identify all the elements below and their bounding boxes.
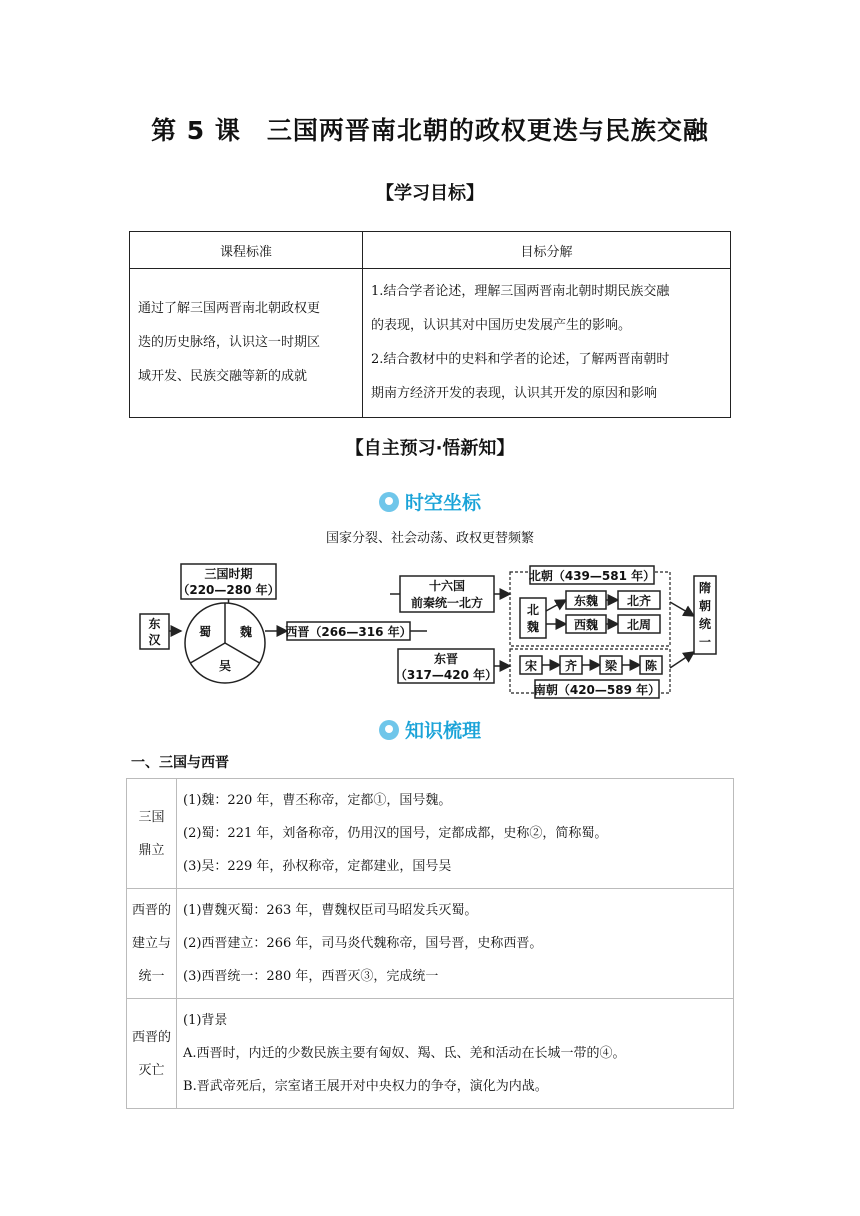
breakdown-line: 2.结合教材中的史料和学者的论述，了解两晋南朝时 [371, 352, 670, 367]
breakdown-line: 1.结合学者论述，理解三国两晋南北朝时期民族交融 [371, 284, 670, 299]
three-kingdoms-title: 三国时期 [204, 567, 253, 581]
content-line: (2)蜀：221 年，刘备称帝，仍用汉的国号，定都成都，史称②，简称蜀。 [183, 826, 608, 841]
knowledge-banner-text: 知识梳理 [404, 720, 481, 742]
table-row [127, 779, 734, 889]
row-label-line: 西晋的 [132, 1029, 172, 1045]
beichao-label: 北朝（439—581 年） [528, 569, 656, 583]
beizhou-label: 北周 [626, 618, 652, 632]
content-line: (2)西晋建立：266 年，司马炎代魏称帝，国号晋，史称西晋。 [183, 936, 543, 951]
lesson-title: 第 5 课 三国两晋南北朝的政权更迭与民族交融 [151, 116, 709, 145]
knowledge-banner [0, 716, 860, 743]
timeline-diagram [0, 556, 860, 706]
xijin-label: 西晋（266—316 年） [285, 625, 412, 639]
breakdown-line: 期南方经济开发的表现，认识其开发的原因和影响 [371, 386, 658, 401]
breakdown-line: 的表现，认识其对中国历史发展产生的影响。 [371, 318, 632, 333]
preview-heading: 【自主预习·悟新知】 [345, 438, 515, 459]
goals-breakdown-cell [363, 269, 731, 418]
row-label-line: 西晋的 [132, 903, 172, 918]
section1-title: 一、三国与西晋 [131, 755, 229, 771]
song-label: 宋 [524, 659, 538, 673]
dongwei-label: 东魏 [573, 594, 599, 608]
row-label [127, 779, 177, 889]
row-label-line: 建立与 [132, 936, 172, 951]
standard-line: 通过了解三国两晋南北朝政权更 [138, 301, 321, 316]
row-label-line: 统一 [138, 969, 165, 984]
location-pin-icon [379, 492, 399, 512]
goals-table [129, 231, 731, 418]
xiwei-label: 西魏 [573, 618, 599, 632]
content-line: (1)魏：220 年，曹丕称帝，定都①，国号魏。 [183, 793, 452, 808]
donghan-label: 汉 [148, 633, 161, 647]
row-label-line: 三国 [138, 809, 165, 825]
goals-col2-header: 目标分解 [363, 232, 731, 269]
standard-line: 迭的历史脉络，认识这一时期区 [138, 335, 321, 350]
sui-label: 统 [698, 617, 712, 631]
liang-label: 梁 [604, 659, 618, 673]
check-badge-icon [379, 720, 399, 740]
dongjin-years: （317—420 年） [394, 668, 498, 682]
nanchao-label: 南朝（420—589 年） [533, 683, 661, 697]
content-line: (1)曹魏灭蜀：263 年，曹魏权臣司马昭发兵灭蜀。 [183, 903, 478, 918]
goals-standard-cell [130, 269, 363, 418]
content-line: B.晋武帝死后，宗室诸王展开对中央权力的争夺，演化为内战。 [183, 1079, 548, 1094]
row-label-line: 灭亡 [138, 1062, 165, 1078]
row-content [177, 779, 734, 889]
row-label-line: 鼎立 [138, 842, 165, 858]
goals-heading: 【学习目标】 [376, 183, 484, 204]
row-content [177, 999, 734, 1109]
chen-label: 陈 [644, 659, 658, 673]
table-row [127, 889, 734, 999]
timeline-banner-text: 时空坐标 [404, 492, 481, 514]
dongjin-label: 东晋 [433, 652, 459, 666]
shu-label: 蜀 [198, 625, 212, 639]
row-content [177, 889, 734, 999]
content-line: (1)背景 [183, 1013, 228, 1028]
standard-line: 域开发、民族交融等新的成就 [138, 369, 308, 384]
sui-label: 一 [698, 635, 712, 649]
content-line: A.西晋时，内迁的少数民族主要有匈奴、羯、氐、羌和活动在长城一带的④。 [183, 1046, 626, 1061]
goals-col1-header: 课程标准 [130, 232, 363, 269]
three-kingdoms-years: （220—280 年） [177, 583, 280, 597]
row-label [127, 889, 177, 999]
donghan-label: 东 [148, 617, 161, 631]
sui-label: 朝 [698, 599, 712, 613]
sixteen-kingdoms-label: 十六国 [428, 579, 466, 593]
wu-label: 吴 [218, 659, 232, 673]
beiwei-label: 魏 [526, 620, 540, 634]
row-label [127, 999, 177, 1109]
beiwei-label: 北 [526, 603, 540, 617]
beiqi-label: 北齐 [626, 594, 652, 608]
sui-label: 隋 [698, 581, 712, 595]
timeline-banner [0, 488, 860, 515]
content-line: (3)西晋统一：280 年，西晋灭③，完成统一 [183, 969, 439, 984]
wei-label: 魏 [239, 625, 253, 639]
timeline-subtitle: 国家分裂、社会动荡、政权更替频繁 [325, 531, 534, 546]
table-row [127, 999, 734, 1109]
content-line: (3)吴：229 年，孙权称帝，定都建业，国号吴 [183, 859, 452, 874]
qi-label: 齐 [564, 659, 578, 673]
knowledge-table [126, 778, 734, 1109]
qianqin-label: 前秦统一北方 [410, 596, 484, 610]
